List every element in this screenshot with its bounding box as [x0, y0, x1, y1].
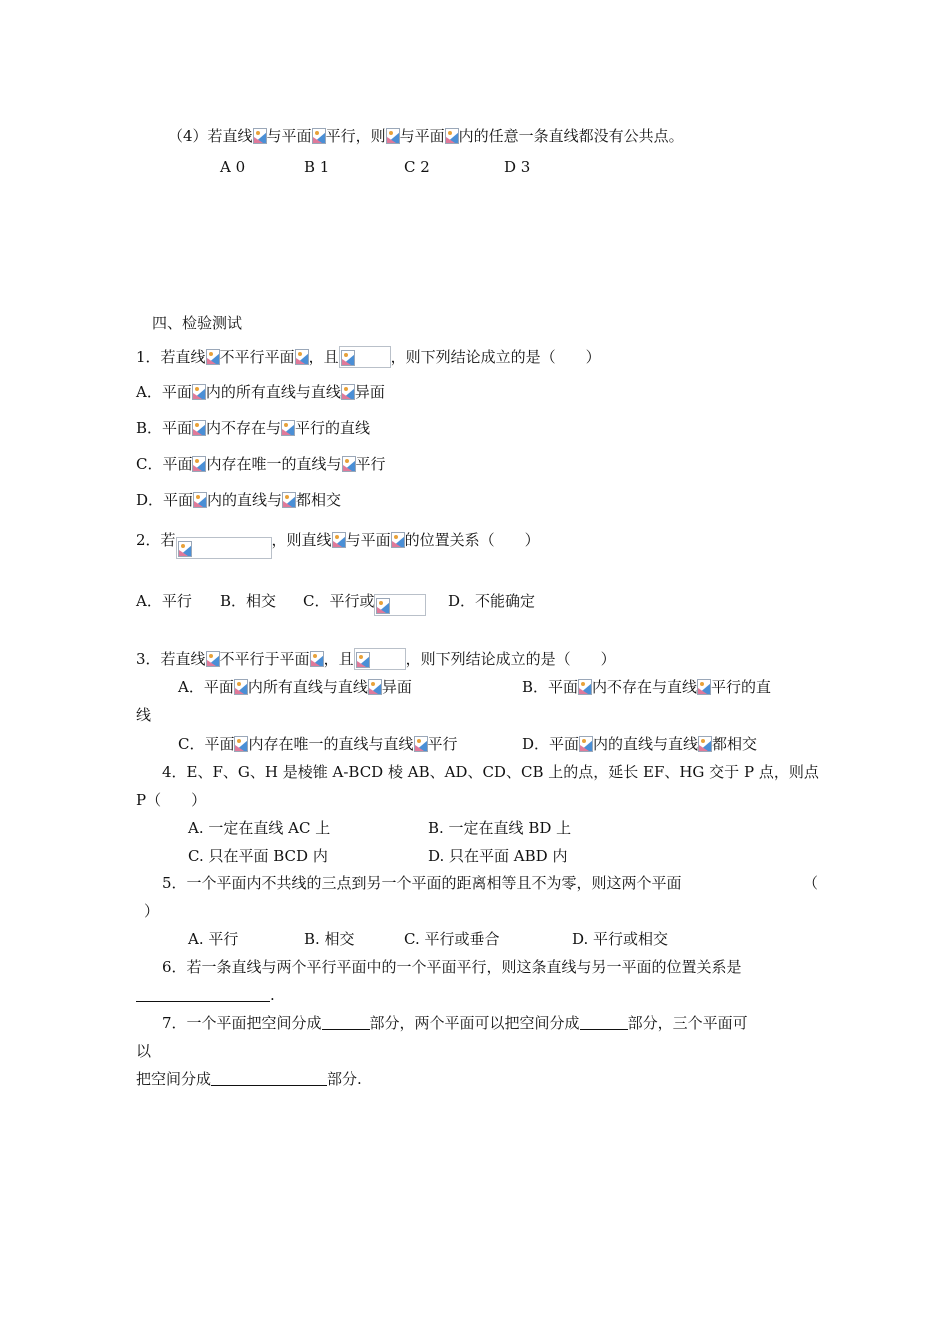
text: 的位置关系（ ） — [404, 531, 540, 549]
q5-stem: 5．一个平面内不共线的三点到另一个平面的距离相等且不为零，则这两个平面 — [162, 874, 682, 892]
text: . — [270, 986, 275, 1004]
q7-stem — [162, 1013, 748, 1033]
text: 部分. — [327, 1070, 362, 1088]
q4-option-c: C. 只在平面 BCD 内 — [188, 847, 328, 865]
text: D．平面 — [522, 735, 580, 753]
broken-image-icon — [342, 456, 356, 472]
text: 7．一个平面把空间分成 — [162, 1014, 322, 1032]
text: C．平面 — [136, 455, 193, 473]
q2-option-b: B．相交 — [220, 592, 277, 610]
broken-image-icon — [386, 128, 400, 144]
text: ，且 — [323, 650, 354, 668]
image-placeholder — [339, 346, 391, 368]
broken-image-icon — [234, 736, 248, 752]
q5-option-b: B. 相交 — [304, 930, 355, 948]
text: 异面 — [381, 678, 412, 696]
broken-image-icon — [192, 456, 206, 472]
q1-option-c — [136, 454, 386, 474]
q5-option-a: A. 平行 — [188, 930, 239, 948]
broken-image-icon — [253, 128, 267, 144]
broken-image-icon — [192, 384, 206, 400]
broken-image-icon — [341, 350, 355, 366]
q4-option-d: D. 只在平面 ABD 内 — [428, 847, 568, 865]
text: 都相交 — [712, 735, 758, 753]
answer-blank — [322, 1015, 370, 1030]
broken-image-icon — [234, 679, 248, 695]
broken-image-icon — [193, 492, 207, 508]
answer-blank — [211, 1071, 327, 1086]
broken-image-icon — [295, 349, 309, 365]
text: D．平面 — [136, 491, 194, 509]
text: 不平行于平面 — [219, 650, 310, 668]
text: 内所有直线与直线 — [247, 678, 368, 696]
q5-option-c: C. 平行或垂合 — [404, 930, 500, 948]
text: A．平面 — [178, 678, 234, 696]
broken-image-icon — [391, 532, 405, 548]
text: 把空间分成 — [136, 1070, 212, 1088]
text: 内不存在与直线 — [592, 678, 698, 696]
q3-option-d — [522, 734, 757, 754]
option-c: C 2 — [404, 158, 430, 176]
broken-image-icon — [312, 128, 326, 144]
text: A．平面 — [136, 383, 192, 401]
q3-option-a — [178, 677, 412, 697]
q4-stem-wrap: P（ ） — [136, 791, 207, 809]
broken-image-icon — [206, 349, 220, 365]
option-d: D 3 — [504, 158, 531, 176]
text: 与平面 — [266, 127, 312, 145]
text: C．平行或 — [303, 592, 375, 610]
text: 内不存在与 — [206, 419, 282, 437]
image-placeholder — [354, 648, 406, 670]
broken-image-icon — [579, 736, 593, 752]
text: 3．若直线 — [136, 650, 206, 668]
text: ，且 — [308, 348, 339, 366]
text: 与平面 — [399, 127, 445, 145]
q7-stem-wrap: 以 — [136, 1042, 152, 1060]
text: B．平面 — [522, 678, 579, 696]
broken-image-icon — [192, 420, 206, 436]
text: 部分，两个平面可以把空间分成 — [369, 1014, 580, 1032]
q3-option-c — [178, 734, 458, 754]
broken-image-icon — [368, 679, 382, 695]
text: 内的直线与直线 — [593, 735, 699, 753]
image-placeholder — [374, 594, 426, 616]
broken-image-icon — [206, 651, 220, 667]
q6-answer-line — [136, 985, 275, 1005]
text: 平行 — [355, 455, 386, 473]
broken-image-icon — [341, 384, 355, 400]
text: 平行的直 — [711, 678, 772, 696]
text: （4）若直线 — [168, 127, 253, 145]
broken-image-icon — [356, 652, 370, 668]
option-a: A 0 — [220, 158, 246, 176]
text: 内的任意一条直线都没有公共点。 — [458, 127, 684, 145]
broken-image-icon — [376, 598, 390, 614]
text: 1．若直线 — [136, 348, 206, 366]
text: 都相交 — [296, 491, 342, 509]
text: C．平面 — [178, 735, 235, 753]
q1-option-b — [136, 418, 370, 438]
q4-stem: 4．E、F、G、H 是棱锥 A-BCD 棱 AB、AD、CD、CB 上的点，延长 EF、HG 交于 P 点，则点 — [162, 763, 819, 781]
broken-image-icon — [332, 532, 346, 548]
text: 不平行平面 — [219, 348, 295, 366]
option-b: B 1 — [304, 158, 330, 176]
broken-image-icon — [414, 736, 428, 752]
broken-image-icon — [698, 736, 712, 752]
answer-blank — [136, 987, 270, 1002]
image-placeholder — [176, 537, 272, 559]
text: 内的直线与 — [207, 491, 283, 509]
broken-image-icon — [281, 420, 295, 436]
q2-stem — [136, 530, 540, 559]
answer-blank — [580, 1015, 628, 1030]
broken-image-icon — [445, 128, 459, 144]
q4-option-b: B. 一定在直线 BD 上 — [428, 819, 572, 837]
text: ，则下列结论成立的是（ ） — [390, 348, 601, 366]
q2-option-a: A．平行 — [136, 592, 192, 610]
q1-option-d — [136, 490, 341, 510]
q1-stem — [136, 346, 601, 368]
broken-image-icon — [697, 679, 711, 695]
text: 平行 — [427, 735, 458, 753]
q3-stem — [136, 648, 616, 670]
broken-image-icon — [282, 492, 296, 508]
q6-stem: 6．若一条直线与两个平行平面中的一个平面平行，则这条直线与另一平面的位置关系是 — [162, 958, 742, 976]
text: 2．若 — [136, 531, 176, 549]
q4-option-a: A. 一定在直线 AC 上 — [188, 819, 331, 837]
broken-image-icon — [578, 679, 592, 695]
text: B．平面 — [136, 419, 193, 437]
broken-image-icon — [310, 651, 324, 667]
broken-image-icon — [178, 541, 192, 557]
text: ，则直线 — [271, 531, 332, 549]
text: 部分，三个平面可 — [627, 1014, 748, 1032]
q5-paren-right: ） — [144, 902, 160, 920]
text: 平行，则 — [325, 127, 386, 145]
text: 内存在唯一的直线与 — [206, 455, 342, 473]
q5-paren-left: （ — [803, 874, 819, 892]
q2-option-d: D．不能确定 — [448, 592, 536, 610]
text: 内的所有直线与直线 — [205, 383, 341, 401]
q1-option-a — [136, 382, 385, 402]
text: 平行的直线 — [295, 419, 371, 437]
text: 与平面 — [345, 531, 391, 549]
q2-option-c — [303, 591, 426, 616]
q7-stem-end — [136, 1069, 362, 1089]
text: 异面 — [354, 383, 385, 401]
text: ，则下列结论成立的是（ ） — [405, 650, 616, 668]
section-title: 四、检验测试 — [152, 314, 243, 332]
text: 内存在唯一的直线与直线 — [248, 735, 414, 753]
q5-option-d: D. 平行或相交 — [572, 930, 669, 948]
q3-option-b — [522, 677, 771, 697]
q-top-stem — [168, 126, 684, 146]
q3-option-b-wrap: 线 — [136, 706, 152, 724]
